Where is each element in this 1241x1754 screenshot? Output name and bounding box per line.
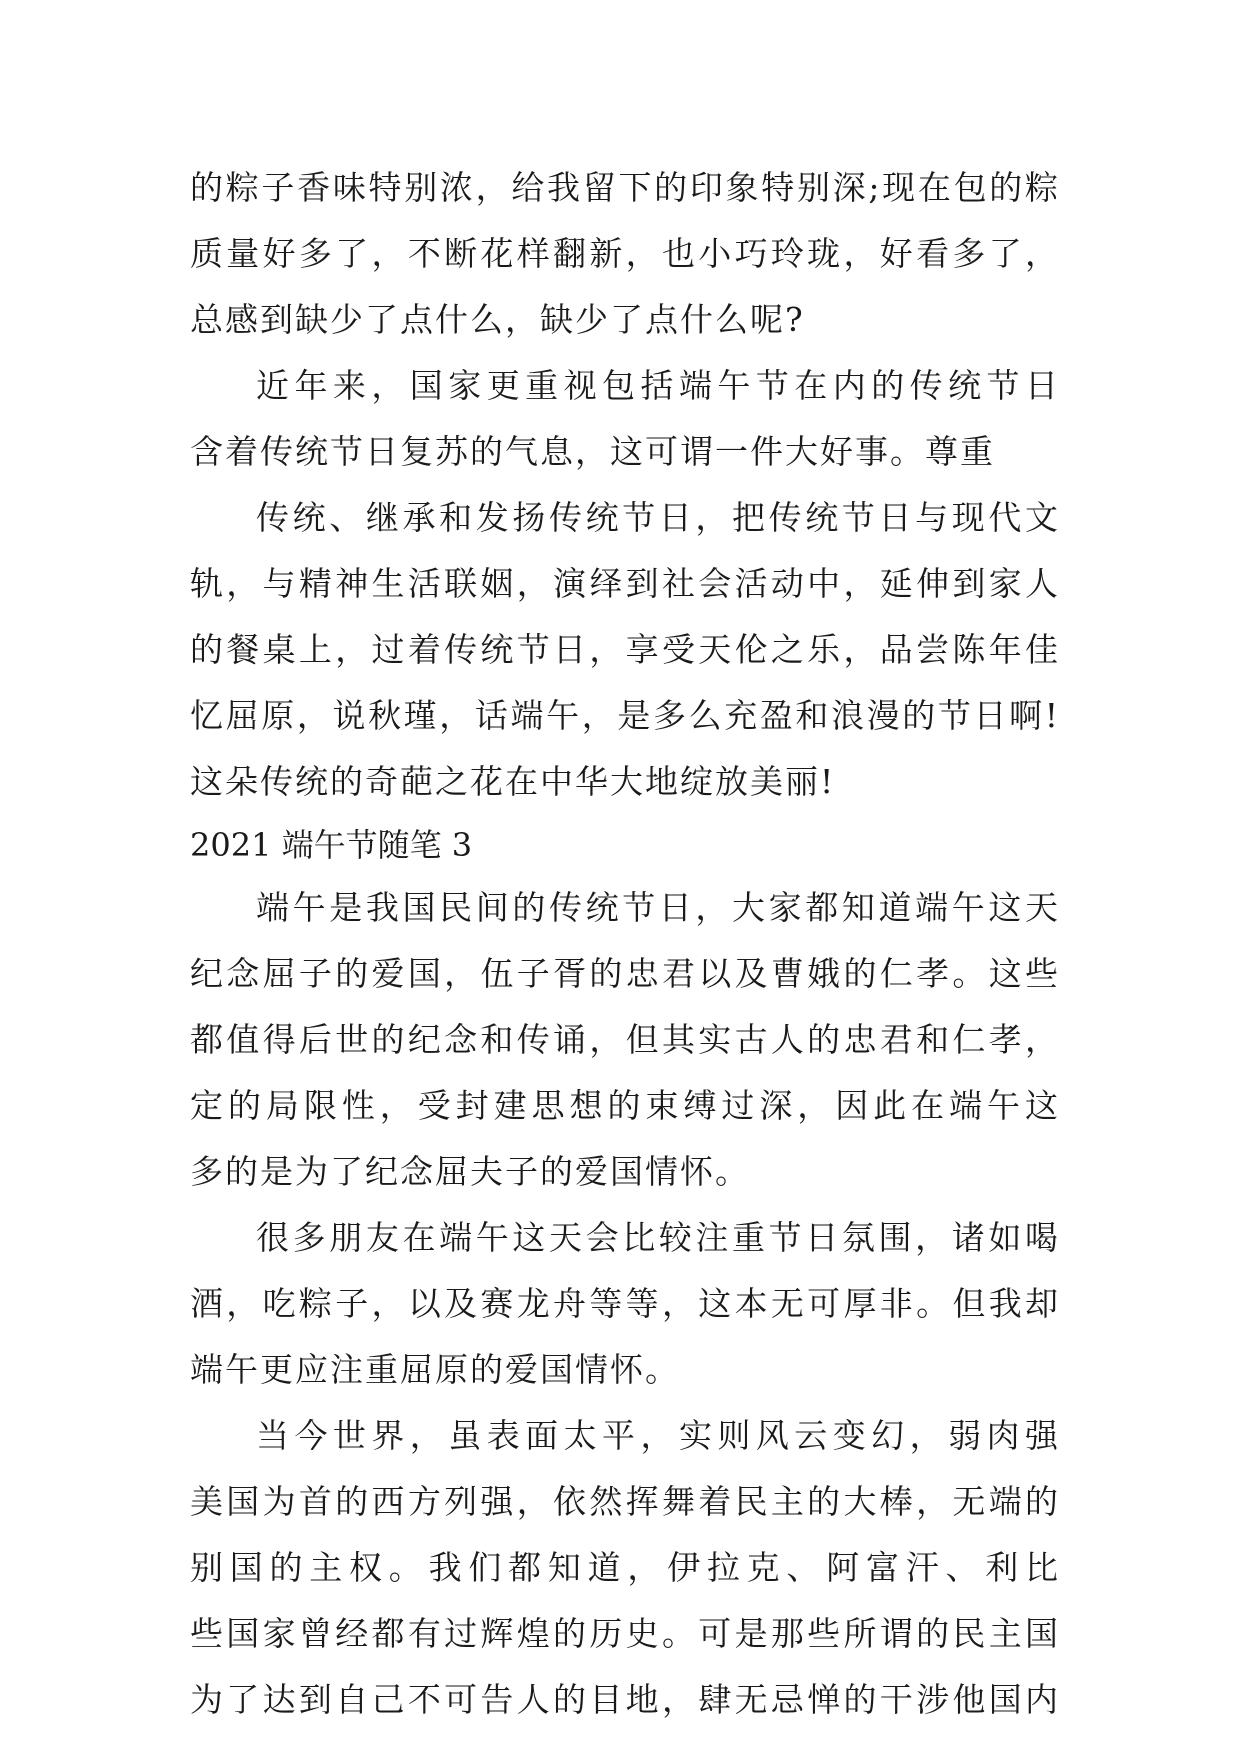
paragraph-line: 定的局限性，受封建思想的束缚过深，因此在端午这 (190, 1086, 1060, 1125)
paragraph-line: 端午更应注重屈原的爱国情怀。 (190, 1350, 680, 1389)
paragraph-line: 这朵传统的奇葩之花在中华大地绽放美丽! (190, 762, 836, 801)
paragraph-line: 的餐桌上，过着传统节日，享受天伦之乐，品尝陈年佳 (190, 630, 1060, 669)
paragraph-line: 当今世界，虽表面太平，实则风云变幻，弱肉强 (256, 1416, 1060, 1455)
paragraph-line: 忆屈原，说秋瑾，话端午，是多么充盈和浪漫的节日啊! (190, 696, 1060, 735)
paragraph-line: 纪念屈子的爱国，伍子胥的忠君以及曹娥的仁孝。这些 (190, 954, 1060, 993)
paragraph-line: 质量好多了，不断花样翻新，也小巧玲珑，好看多了， (190, 234, 1060, 273)
document-body (190, 155, 1060, 1733)
paragraph-line: 传统、继承和发扬传统节日，把传统节日与现代文 (256, 498, 1060, 537)
paragraph-line: 多的是为了纪念屈夫子的爱国情怀。 (190, 1152, 750, 1191)
section-heading: 2021 端午节随笔 3 (190, 826, 473, 864)
paragraph-line: 都值得后世的纪念和传诵，但其实古人的忠君和仁孝， (190, 1020, 1060, 1059)
paragraph-line: 些国家曾经都有过辉煌的历史。可是那些所谓的民主国 (190, 1614, 1060, 1653)
paragraph-line: 总感到缺少了点什么，缺少了点什么呢? (190, 300, 805, 339)
paragraph-line: 别国的主权。我们都知道，伊拉克、阿富汗、利比 (190, 1548, 1060, 1587)
paragraph-line: 的粽子香味特别浓，给我留下的印象特别深;现在包的粽 (190, 168, 1060, 207)
paragraph-line: 近年来，国家更重视包括端午节在内的传统节日 (256, 366, 1060, 405)
paragraph-line: 为了达到自己不可告人的目地，肆无忌惮的干涉他国内 (190, 1680, 1060, 1719)
paragraph-line: 很多朋友在端午这天会比较注重节日氛围，诸如喝 (256, 1218, 1060, 1257)
paragraph-line: 美国为首的西方列强，依然挥舞着民主的大棒，无端的 (190, 1482, 1060, 1521)
paragraph-line: 含着传统节日复苏的气息，这可谓一件大好事。尊重 (190, 432, 995, 471)
paragraph-line: 端午是我国民间的传统节日，大家都知道端午这天 (256, 888, 1060, 927)
paragraph-line: 轨，与精神生活联姻，演绎到社会活动中，延伸到家人 (190, 564, 1060, 603)
paragraph-line: 酒，吃粽子，以及赛龙舟等等，这本无可厚非。但我却 (190, 1284, 1060, 1323)
